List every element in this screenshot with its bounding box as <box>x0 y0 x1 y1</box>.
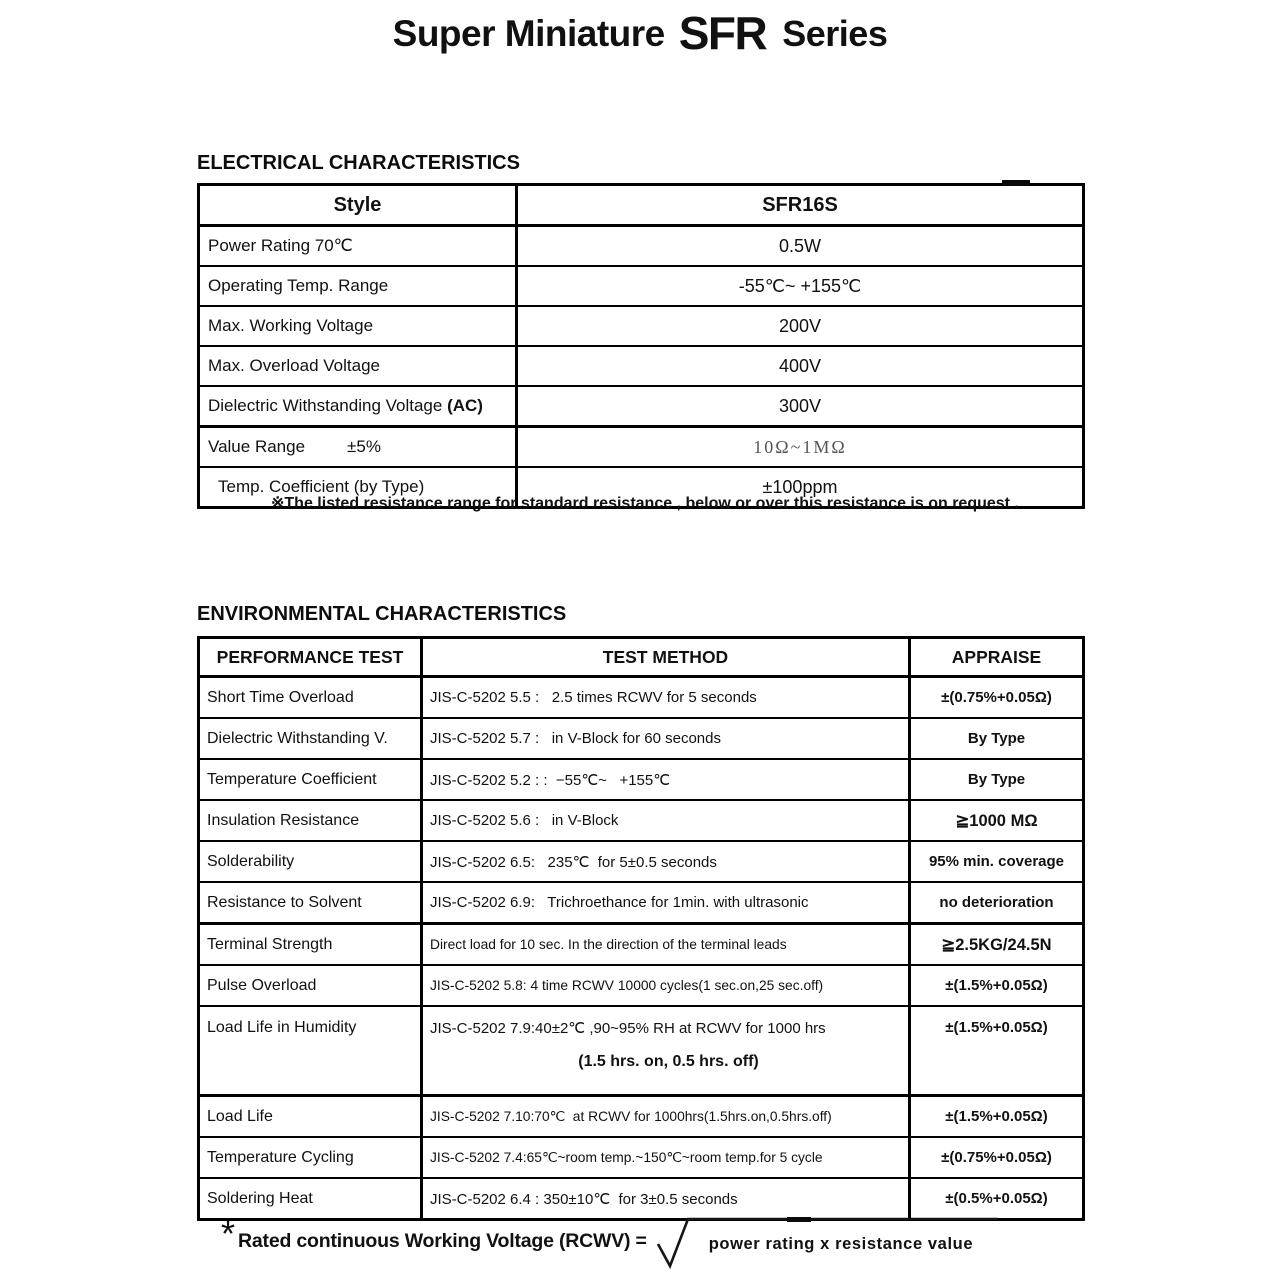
row-label-bold: (AC) <box>447 396 483 415</box>
col-header-test-method: TEST METHOD <box>422 638 910 677</box>
table-row <box>199 346 1084 386</box>
test-name: Solderability <box>199 841 422 882</box>
sqrt-radical <box>653 1214 1003 1270</box>
row-label <box>199 427 517 468</box>
table-row <box>199 1096 1084 1138</box>
row-label-tolerance: ±5% <box>347 437 381 456</box>
table-row <box>199 1137 1084 1178</box>
test-method: JIS-C-5202 5.7 : in V-Block for 60 seconds <box>422 718 910 759</box>
environmental-header-row <box>199 638 1084 677</box>
test-method <box>422 1006 910 1096</box>
row-label-text: Value Range <box>208 437 306 456</box>
appraise-value: ±(1.5%+0.05Ω) <box>910 965 1084 1006</box>
row-value: 400V <box>517 346 1084 386</box>
test-method-line1: JIS-C-5202 7.9:40±2℃ ,90~95% RH at RCWV for 1000 hrs <box>430 1020 826 1037</box>
appraise-value: 95% min. coverage <box>910 841 1084 882</box>
table-row <box>199 306 1084 346</box>
test-method: JIS-C-5202 7.4:65℃~room temp.~150℃~room temp.for 5 cycle <box>422 1137 910 1178</box>
row-value: 0.5W <box>517 226 1084 267</box>
test-name: Temperature Coefficient <box>199 759 422 800</box>
scan-artifact <box>1002 180 1030 186</box>
appraise-value: ±(1.5%+0.05Ω) <box>910 1096 1084 1138</box>
test-name: Load Life in Humidity <box>199 1006 422 1096</box>
row-label: Max. Working Voltage <box>199 306 517 346</box>
appraise-value: By Type <box>910 759 1084 800</box>
row-value: 200V <box>517 306 1084 346</box>
row-value: 10Ω~1MΩ <box>517 427 1084 468</box>
test-method: JIS-C-5202 5.5 : 2.5 times RCWV for 5 seconds <box>422 677 910 719</box>
environmental-characteristics-heading: ENVIRONMENTAL CHARACTERISTICS <box>197 603 567 625</box>
row-value: 300V <box>517 386 1084 427</box>
table-row <box>199 759 1084 800</box>
table-row <box>199 266 1084 306</box>
row-label: Operating Temp. Range <box>199 266 517 306</box>
table-row <box>199 1006 1084 1096</box>
row-label: Temp. Coefficient (by Type) <box>199 467 517 508</box>
table-row <box>199 718 1084 759</box>
table-row <box>199 427 1084 468</box>
electrical-header-model: SFR16S <box>517 185 1084 226</box>
test-name: Pulse Overload <box>199 965 422 1006</box>
test-name: Dielectric Withstanding V. <box>199 718 422 759</box>
asterisk-mark: * <box>221 1213 236 1254</box>
title-prefix: Super Miniature <box>392 13 665 54</box>
table-row <box>199 965 1084 1006</box>
rcwv-formula <box>221 1214 1003 1278</box>
table-row <box>199 386 1084 427</box>
col-header-performance-test: PERFORMANCE TEST <box>199 638 422 677</box>
row-value: ±100ppm <box>517 467 1084 508</box>
test-name: Short Time Overload <box>199 677 422 719</box>
electrical-header-row <box>199 185 1084 226</box>
test-method: Direct load for 10 sec. In the direction of the terminal leads <box>422 924 910 966</box>
table-row <box>199 800 1084 841</box>
row-value: -55℃~ +155℃ <box>517 266 1084 306</box>
electrical-characteristics-heading: ELECTRICAL CHARACTERISTICS <box>197 152 520 174</box>
sqrt-content: power rating x resistance value <box>708 1235 974 1253</box>
test-method: JIS-C-5202 5.2 : : −55℃~ +155℃ <box>422 759 910 800</box>
resistance-range-note: ※The listed resistance range for standard resistance , below or over this resistance is on request . <box>271 495 1019 512</box>
table-row <box>199 924 1084 966</box>
appraise-value: ±(0.5%+0.05Ω) <box>910 1178 1084 1220</box>
electrical-header-style: Style <box>199 185 517 226</box>
test-method: JIS-C-5202 6.4 : 350±10℃ for 3±0.5 seconds <box>422 1178 910 1220</box>
environmental-characteristics-table <box>197 636 1085 1221</box>
row-label <box>199 386 517 427</box>
test-name: Insulation Resistance <box>199 800 422 841</box>
row-label-text: Dielectric Withstanding Voltage <box>208 396 448 415</box>
test-method-line2: (1.5 hrs. on, 0.5 hrs. off) <box>578 1053 759 1070</box>
title-series-code: SFR <box>678 7 767 59</box>
test-method: JIS-C-5202 5.8: 4 time RCWV 10000 cycles(1 sec.on,25 sec.off) <box>422 965 910 1006</box>
test-name: Soldering Heat <box>199 1178 422 1220</box>
title-suffix: Series <box>782 13 888 54</box>
test-method: JIS-C-5202 6.5: 235℃ for 5±0.5 seconds <box>422 841 910 882</box>
rcwv-label: Rated continuous Working Voltage (RCWV) = <box>238 1230 647 1252</box>
test-name: Terminal Strength <box>199 924 422 966</box>
appraise-value: ≧2.5KG/24.5N <box>910 924 1084 966</box>
appraise-value: ≧1000 MΩ <box>910 800 1084 841</box>
test-method: JIS-C-5202 7.10:70℃ at RCWV for 1000hrs(1.5hrs.on,0.5hrs.off) <box>422 1096 910 1138</box>
page-title <box>0 6 1280 60</box>
appraise-value: ±(0.75%+0.05Ω) <box>910 1137 1084 1178</box>
row-label: Power Rating 70℃ <box>199 226 517 267</box>
table-row <box>199 882 1084 924</box>
table-row <box>199 677 1084 719</box>
row-label: Max. Overload Voltage <box>199 346 517 386</box>
test-method: JIS-C-5202 5.6 : in V-Block <box>422 800 910 841</box>
appraise-value: ±(1.5%+0.05Ω) <box>910 1006 1084 1096</box>
appraise-value: By Type <box>910 718 1084 759</box>
table-row <box>199 841 1084 882</box>
electrical-characteristics-table <box>197 183 1085 509</box>
appraise-value: no deterioration <box>910 882 1084 924</box>
col-header-appraise: APPRAISE <box>910 638 1084 677</box>
appraise-value: ±(0.75%+0.05Ω) <box>910 677 1084 719</box>
test-method: JIS-C-5202 6.9: Trichroethance for 1min. with ultrasonic <box>422 882 910 924</box>
table-row <box>199 226 1084 267</box>
test-name: Resistance to Solvent <box>199 882 422 924</box>
test-name: Temperature Cycling <box>199 1137 422 1178</box>
test-name: Load Life <box>199 1096 422 1138</box>
